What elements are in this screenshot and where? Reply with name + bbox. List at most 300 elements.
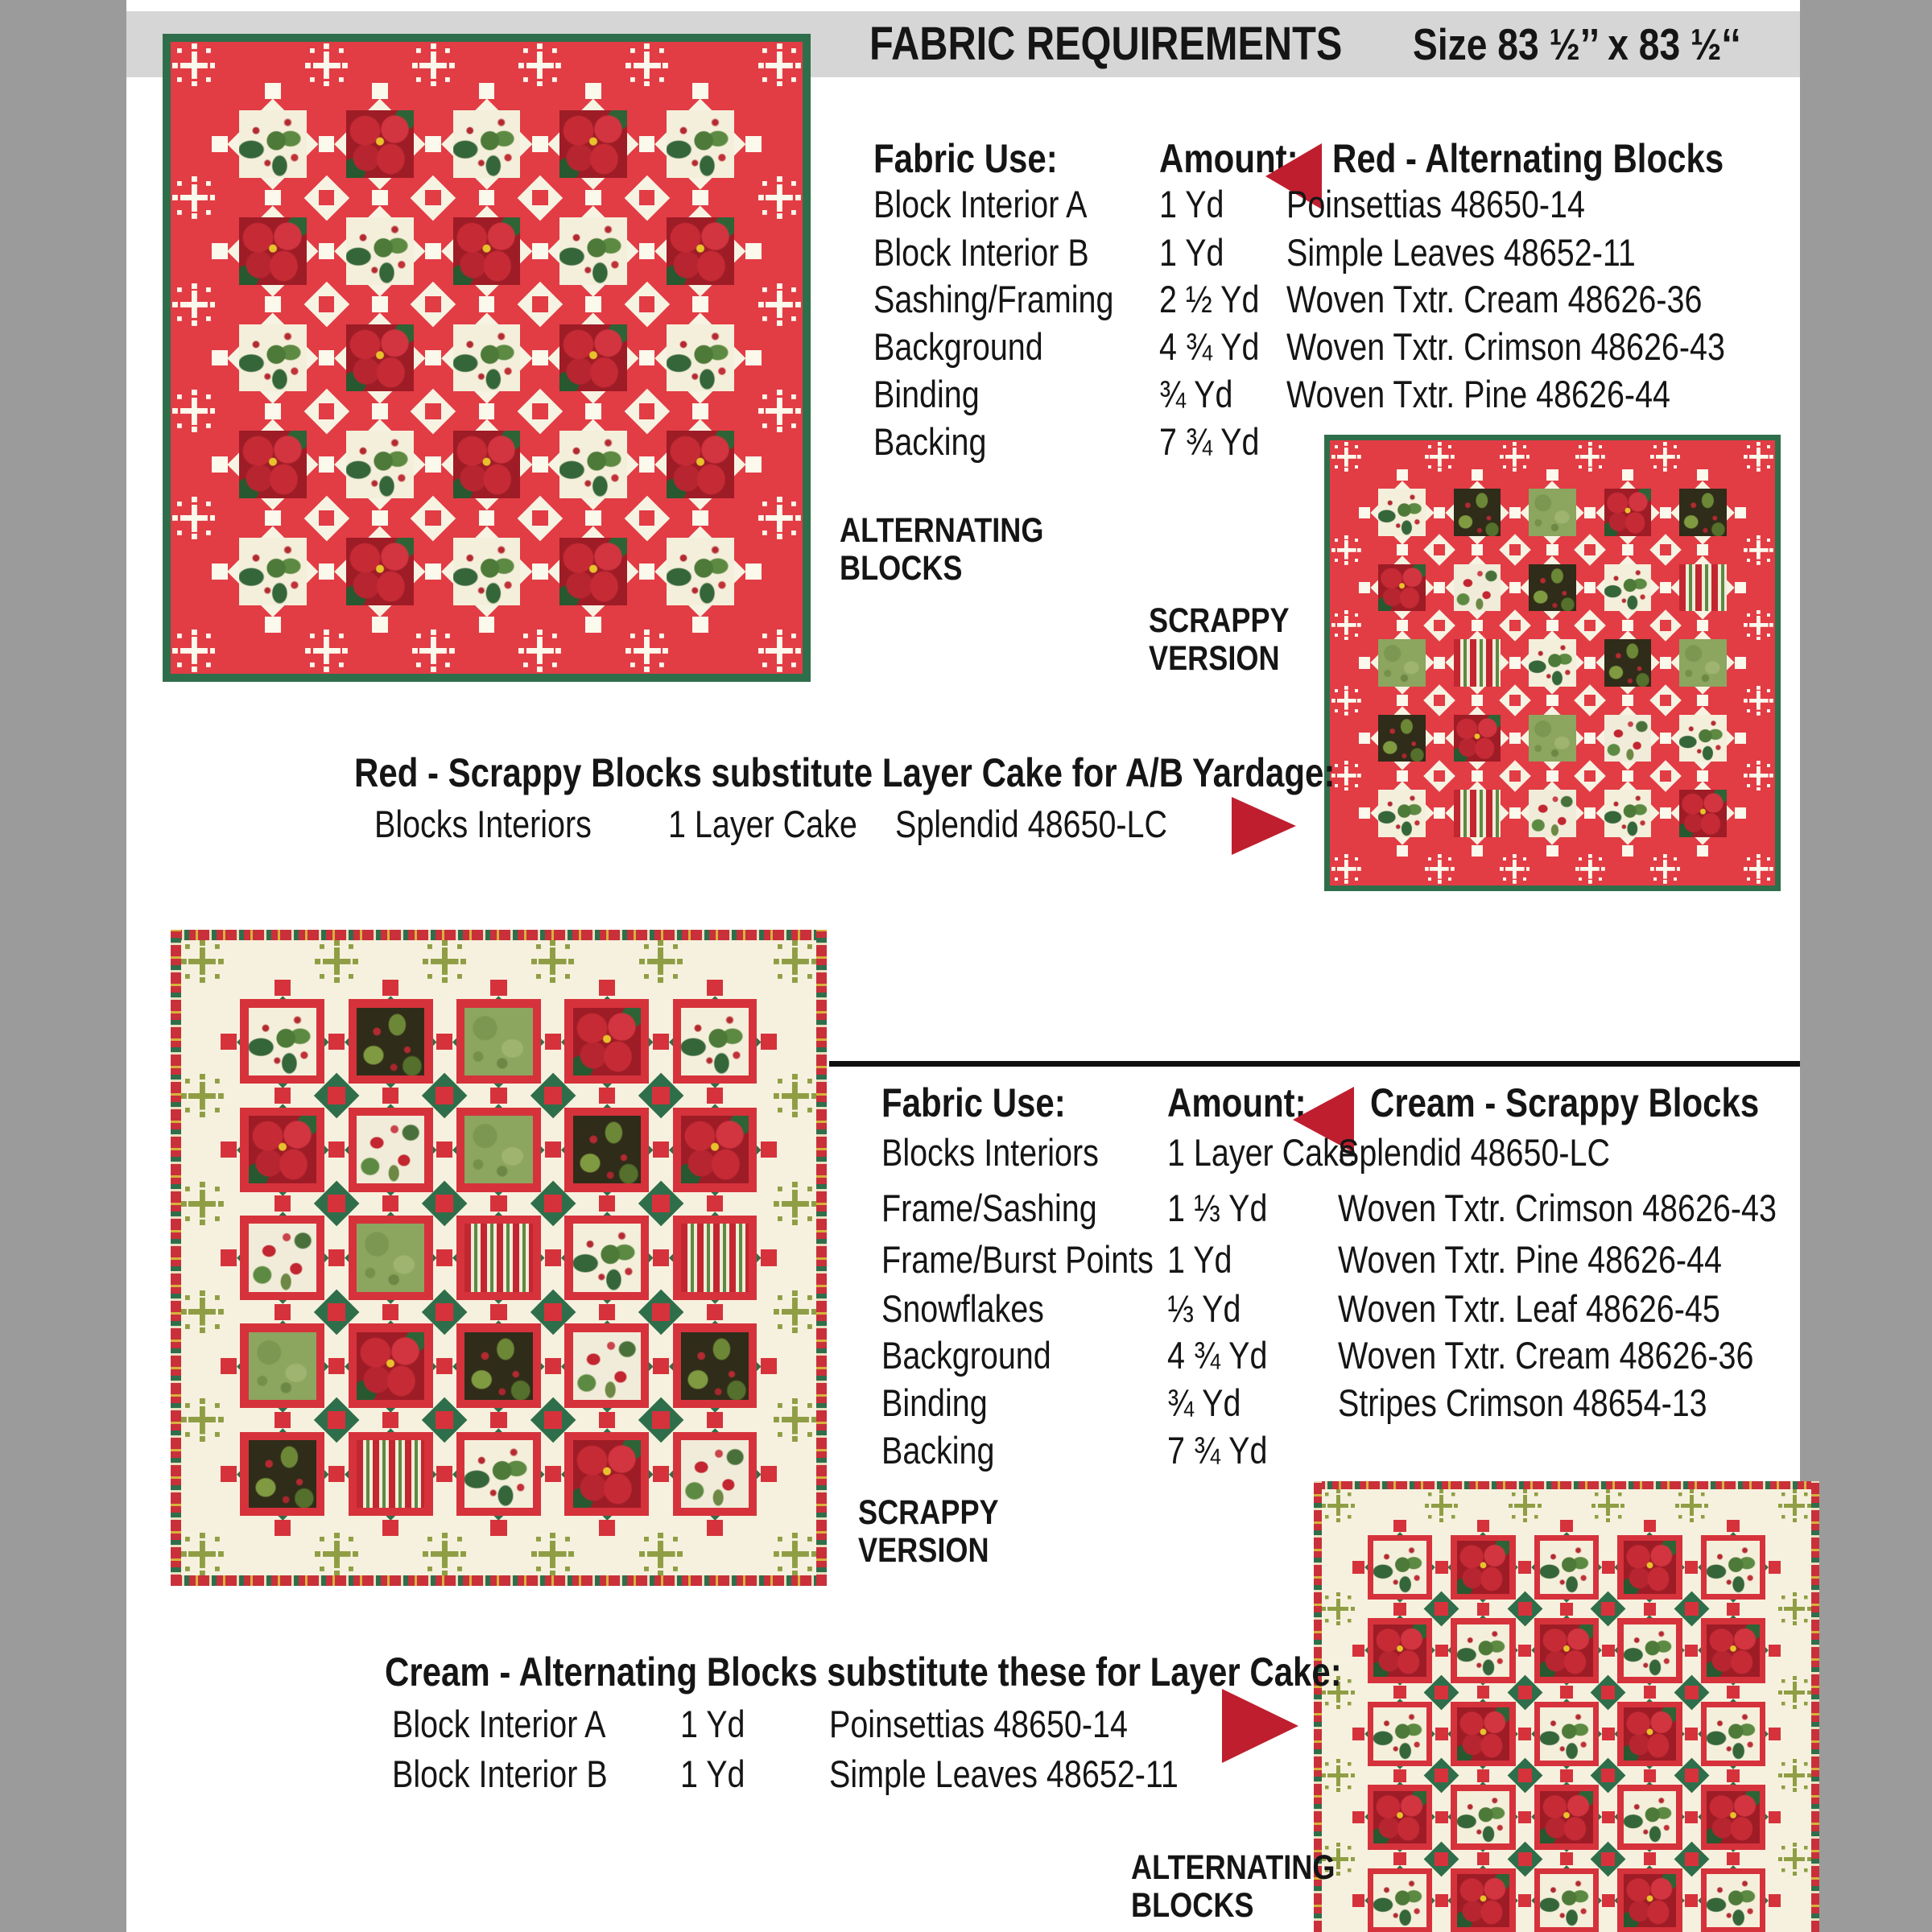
block-nub [1477, 1852, 1490, 1865]
block-print-gc [1378, 489, 1426, 536]
block-nub [372, 403, 388, 419]
block-print-gt [1529, 715, 1576, 762]
snowflake-motif [181, 1533, 225, 1576]
block-nub [275, 980, 291, 996]
intersection-square [639, 510, 655, 526]
intersection-square [1584, 770, 1596, 782]
block-print-dh [357, 1008, 425, 1076]
snowflake-motif [758, 43, 801, 86]
block-nub [1434, 657, 1445, 668]
snowflake-motif [172, 390, 215, 432]
block-print-gc [667, 324, 734, 392]
quilt-border-bottom [171, 1575, 827, 1586]
row-use: Block Interior A [392, 1703, 606, 1745]
quilt-cream-scrappy [171, 930, 827, 1586]
block-nub [692, 403, 708, 419]
snowflake-motif [1575, 854, 1605, 884]
row-fabric: Woven Txtr. Crimson 48626-43 [1286, 325, 1725, 368]
intersection-square [639, 403, 655, 419]
block-nub [653, 1034, 669, 1050]
row-fabric: Woven Txtr. Pine 48626-44 [1286, 373, 1670, 415]
block-nub [1546, 620, 1558, 631]
block-nub [692, 83, 708, 99]
block-print-gc [559, 431, 627, 498]
block-print-po [453, 217, 521, 285]
row-use: Frame/Sashing [881, 1187, 1097, 1229]
block-nub [545, 1034, 561, 1050]
snowflake-motif [1591, 1489, 1624, 1522]
block-nub [490, 1412, 506, 1428]
block-nub [1622, 469, 1633, 481]
block-nub [319, 350, 335, 366]
snowflake-motif [1744, 610, 1773, 640]
col-header-use: Fabric Use: [881, 1080, 1066, 1125]
block-nub [653, 1249, 669, 1265]
intersection-square [544, 1087, 562, 1104]
block-print-gc [239, 538, 307, 605]
intersection-square [1685, 1769, 1699, 1782]
snowflake-motif [1322, 1489, 1355, 1522]
block-nub [1602, 1894, 1615, 1907]
snowflake-motif [531, 940, 575, 984]
block-print-gc [667, 110, 734, 178]
snowflake-motif [1778, 1592, 1811, 1625]
block-nub [1727, 1769, 1740, 1782]
block-nub [545, 1249, 561, 1265]
block-nub [490, 1088, 506, 1104]
block-print-gc [1378, 790, 1426, 837]
block-nub [382, 1088, 398, 1104]
snowflake-motif [172, 283, 215, 326]
snowflake-motif [181, 1074, 225, 1117]
quilt-border-left [171, 930, 181, 1586]
row-amount: ⅓ Yd [1167, 1287, 1241, 1330]
block-nub [1359, 807, 1370, 819]
block-nub [745, 136, 762, 152]
snowflake-motif [1425, 1489, 1458, 1522]
arrow-right-icon [1222, 1689, 1298, 1763]
snowflake-motif [1778, 1489, 1811, 1522]
block-nub [1769, 1645, 1781, 1657]
block-print-gc [1624, 1791, 1676, 1843]
block-nub [761, 1249, 777, 1265]
block-nub [372, 617, 388, 633]
block-nub [1584, 582, 1596, 593]
label-scrappy-version-top: SCRAPPY VERSION [1149, 601, 1290, 678]
snowflake-motif [1331, 535, 1361, 565]
table-title: Red - Alternating Blocks [1332, 136, 1724, 181]
row-use: Block Interior B [392, 1752, 608, 1795]
block-nub [1769, 1561, 1781, 1574]
block-nub [479, 403, 495, 419]
snowflake-motif [181, 1182, 225, 1225]
block-print-po [1378, 564, 1426, 612]
intersection-square [639, 190, 655, 206]
block-print-st [1679, 564, 1727, 612]
quilt-border-top [1314, 1481, 1819, 1489]
block-print-po [1457, 1874, 1509, 1926]
block-nub [1660, 733, 1671, 744]
snowflake-motif [774, 1074, 817, 1117]
block-print-gt [464, 1116, 533, 1184]
row-use: Backing [873, 420, 987, 463]
row-amount: 1 Yd [1159, 183, 1224, 225]
block-nub [761, 1141, 777, 1158]
block-nub [1546, 469, 1558, 481]
block-nub [1397, 620, 1408, 631]
block-nub [1546, 544, 1558, 555]
row-amount: 1 Yd [680, 1703, 745, 1745]
intersection-square [436, 1195, 453, 1212]
block-nub [1397, 544, 1408, 555]
snowflake-motif [625, 630, 668, 672]
intersection-square [1435, 1852, 1448, 1866]
block-nub [1359, 733, 1370, 744]
block-nub [319, 456, 335, 473]
block-nub [319, 243, 335, 259]
block-nub [1435, 1811, 1448, 1824]
row-use: Snowflakes [881, 1287, 1044, 1330]
block-nub [221, 1466, 237, 1482]
block-nub [265, 296, 281, 312]
block-print-po [1540, 1624, 1592, 1677]
row-amount: 7 ¾ Yd [1167, 1429, 1268, 1472]
block-print-gc [239, 324, 307, 392]
table-title: Cream - Scrappy Blocks [1370, 1080, 1760, 1125]
block-nub [1602, 1728, 1615, 1740]
block-nub [1660, 807, 1671, 819]
block-nub [707, 1088, 723, 1104]
intersection-square [1660, 695, 1671, 706]
label-alternating-blocks-top: ALTERNATING BLOCKS [840, 511, 1044, 588]
block-nub [212, 564, 228, 580]
quilt-border-bottom [163, 674, 811, 682]
block-nub [221, 1358, 237, 1374]
block-nub [1602, 1561, 1615, 1574]
block-nub [1546, 845, 1558, 857]
intersection-square [1518, 1602, 1532, 1616]
block-print-gt [1378, 639, 1426, 687]
block-print-gc [1540, 1541, 1592, 1593]
snowflake-motif [172, 43, 215, 86]
block-nub [212, 243, 228, 259]
snowflake-motif [1744, 442, 1773, 472]
block-nub [599, 1304, 615, 1320]
block-nub [545, 1141, 561, 1158]
block-print-po [1540, 1791, 1592, 1843]
block-print-po [573, 1008, 642, 1076]
block-nub [1660, 582, 1671, 593]
block-print-lb [1454, 564, 1501, 612]
snowflake-motif [774, 1290, 817, 1334]
block-nub [1685, 1728, 1698, 1740]
block-nub [1769, 1811, 1781, 1824]
note-title: Cream - Alternating Blocks substitute these for Layer Cake: [385, 1649, 1342, 1695]
snowflake-motif [1425, 854, 1455, 884]
block-nub [1685, 1811, 1698, 1824]
snowflake-motif [1650, 442, 1680, 472]
intersection-square [1584, 620, 1596, 631]
block-nub [1397, 469, 1408, 481]
block-nub [692, 510, 708, 526]
block-nub [382, 1412, 398, 1428]
block-nub [479, 510, 495, 526]
intersection-square [652, 1087, 670, 1104]
intersection-square [1685, 1852, 1699, 1866]
block-print-po [559, 110, 627, 178]
block-nub [585, 190, 601, 206]
block-nub [436, 1358, 452, 1374]
block-nub [707, 1195, 723, 1212]
intersection-square [436, 1411, 453, 1429]
block-nub [1644, 1852, 1657, 1865]
snowflake-motif [305, 43, 348, 86]
block-print-po [1679, 790, 1727, 837]
intersection-square [1685, 1686, 1699, 1699]
block-print-gc [681, 1008, 749, 1076]
block-nub [212, 456, 228, 473]
block-nub [221, 1034, 237, 1050]
snowflake-motif [1500, 442, 1530, 472]
snowflake-motif [172, 176, 215, 219]
intersection-square [319, 190, 335, 206]
block-nub [1477, 1603, 1490, 1616]
snowflake-motif [1575, 442, 1605, 472]
block-nub [1584, 807, 1596, 819]
snowflake-motif [1675, 1489, 1708, 1522]
col-header-amount: Amount: [1159, 136, 1298, 181]
intersection-square [1660, 770, 1671, 782]
block-nub [382, 980, 398, 996]
intersection-square [1518, 1852, 1532, 1866]
block-print-dh [1529, 564, 1576, 612]
block-nub [1735, 582, 1746, 593]
block-nub [425, 350, 441, 366]
snowflake-motif [758, 176, 801, 219]
block-nub [382, 1304, 398, 1320]
snowflake-motif [518, 43, 561, 86]
block-nub [707, 980, 723, 996]
block-print-po [357, 1332, 425, 1401]
block-nub [1393, 1520, 1406, 1533]
block-print-st [681, 1224, 749, 1292]
row-fabric: Poinsettias 48650-14 [829, 1703, 1128, 1745]
block-nub [1509, 507, 1521, 518]
row-fabric: Woven Txtr. Leaf 48626-45 [1338, 1287, 1720, 1330]
block-nub [1697, 620, 1708, 631]
intersection-square [1509, 620, 1521, 631]
block-nub [1546, 770, 1558, 782]
block-nub [275, 1520, 291, 1536]
intersection-square [544, 1303, 562, 1321]
quilt-border-right [1811, 1481, 1819, 1932]
block-nub [585, 83, 601, 99]
right-margin [1800, 0, 1932, 1932]
block-print-gc [1707, 1707, 1759, 1760]
block-nub [425, 456, 441, 473]
block-nub [1397, 695, 1408, 706]
block-nub [479, 83, 495, 99]
snowflake-motif [774, 1398, 817, 1442]
block-nub [1735, 807, 1746, 819]
block-nub [1602, 1645, 1615, 1657]
row-amount: 4 ¾ Yd [1167, 1334, 1268, 1377]
row-use: Binding [881, 1381, 988, 1424]
snowflake-motif [423, 1533, 466, 1576]
block-print-gt [1679, 639, 1727, 687]
block-nub [1518, 1561, 1531, 1574]
quilt-border-top [163, 34, 811, 42]
block-nub [1509, 582, 1521, 593]
block-nub [1697, 469, 1708, 481]
block-print-dh [681, 1332, 749, 1401]
block-nub [382, 1195, 398, 1212]
snowflake-motif [423, 940, 466, 984]
row-fabric: Woven Txtr. Crimson 48626-43 [1338, 1187, 1777, 1229]
block-nub [653, 1466, 669, 1482]
quilt-border-right [803, 34, 811, 682]
snowflake-motif [1331, 610, 1361, 640]
block-nub [1509, 733, 1521, 744]
block-print-gc [1707, 1874, 1759, 1926]
block-nub [707, 1304, 723, 1320]
intersection-square [1518, 1769, 1532, 1782]
row-use: Binding [873, 373, 980, 415]
block-print-gc [1604, 790, 1652, 837]
row-amount: 1 ⅓ Yd [1167, 1187, 1268, 1229]
block-print-po [667, 217, 734, 285]
block-print-po [1707, 1624, 1759, 1677]
block-print-gc [453, 538, 521, 605]
block-nub [545, 1466, 561, 1482]
intersection-square [1434, 620, 1445, 631]
block-nub [1518, 1811, 1531, 1824]
block-print-po [1457, 1541, 1509, 1593]
block-print-lb [681, 1440, 749, 1509]
block-nub [1685, 1894, 1698, 1907]
intersection-square [436, 1303, 453, 1321]
block-nub [599, 980, 615, 996]
block-print-po [346, 538, 414, 605]
intersection-square [1509, 695, 1521, 706]
block-nub [585, 296, 601, 312]
block-nub [479, 617, 495, 633]
block-print-lb [1604, 715, 1652, 762]
block-nub [1435, 1894, 1448, 1907]
quilt-border-right [816, 930, 827, 1586]
block-nub [1727, 1520, 1740, 1533]
block-print-st [464, 1224, 533, 1292]
block-nub [639, 456, 655, 473]
block-print-po [453, 431, 521, 498]
block-nub [1584, 657, 1596, 668]
snowflake-motif [305, 630, 348, 672]
block-print-gt [357, 1224, 425, 1292]
block-print-po [1373, 1791, 1426, 1843]
block-nub [1546, 695, 1558, 706]
block-nub [1434, 807, 1445, 819]
row-amount: 1 Layer Cake [668, 803, 857, 845]
row-fabric: Poinsettias 48650-14 [1286, 183, 1585, 225]
block-nub [1359, 507, 1370, 518]
block-nub [1644, 1686, 1657, 1699]
block-nub [1393, 1769, 1406, 1782]
block-nub [1644, 1520, 1657, 1533]
block-nub [707, 1412, 723, 1428]
snowflake-motif [315, 1533, 358, 1576]
block-nub [372, 83, 388, 99]
intersection-square [1584, 695, 1596, 706]
block-print-gc [1540, 1707, 1592, 1760]
block-print-gc [667, 538, 734, 605]
block-nub [585, 403, 601, 419]
block-nub [532, 243, 548, 259]
intersection-square [328, 1087, 345, 1104]
block-nub [1477, 1769, 1490, 1782]
block-nub [328, 1249, 345, 1265]
snowflake-motif [518, 630, 561, 672]
row-use: Backing [881, 1429, 995, 1472]
block-nub [372, 190, 388, 206]
row-fabric: Simple Leaves 48652-11 [829, 1752, 1179, 1795]
block-nub [639, 136, 655, 152]
snowflake-motif [1500, 854, 1530, 884]
block-print-gc [573, 1224, 642, 1292]
intersection-square [425, 190, 441, 206]
block-nub [639, 350, 655, 366]
block-nub [1472, 469, 1483, 481]
block-nub [532, 350, 548, 366]
row-fabric: Woven Txtr. Cream 48626-36 [1338, 1334, 1754, 1377]
snowflake-motif [1331, 442, 1361, 472]
row-use: Sashing/Framing [873, 278, 1114, 320]
intersection-square [1660, 544, 1671, 555]
block-nub [1735, 507, 1746, 518]
block-nub [599, 1412, 615, 1428]
block-nub [319, 136, 335, 152]
block-nub [585, 510, 601, 526]
quilt-border-left [163, 34, 171, 682]
intersection-square [319, 510, 335, 526]
block-nub [1685, 1645, 1698, 1657]
quilt-border-top [171, 930, 827, 940]
block-nub [265, 403, 281, 419]
block-print-po [559, 324, 627, 392]
block-print-lb [357, 1116, 425, 1184]
block-print-po [346, 324, 414, 392]
block-nub [275, 1088, 291, 1104]
block-print-dh [1679, 489, 1727, 536]
block-print-gc [1707, 1541, 1759, 1593]
block-nub [1472, 620, 1483, 631]
block-nub [545, 1358, 561, 1374]
block-print-lb [573, 1332, 642, 1401]
block-print-gc [1373, 1874, 1426, 1926]
block-print-dh [1454, 489, 1501, 536]
block-nub [319, 564, 335, 580]
block-nub [1352, 1811, 1365, 1824]
snowflake-motif [412, 43, 455, 86]
block-nub [1584, 733, 1596, 744]
quilt-cream-alternating [1314, 1481, 1819, 1932]
intersection-square [436, 1087, 453, 1104]
col-header-amount: Amount: [1167, 1080, 1307, 1125]
block-nub [436, 1141, 452, 1158]
block-nub [1359, 582, 1370, 593]
row-amount: 1 Yd [1159, 231, 1224, 274]
block-nub [221, 1141, 237, 1158]
intersection-square [1434, 695, 1445, 706]
